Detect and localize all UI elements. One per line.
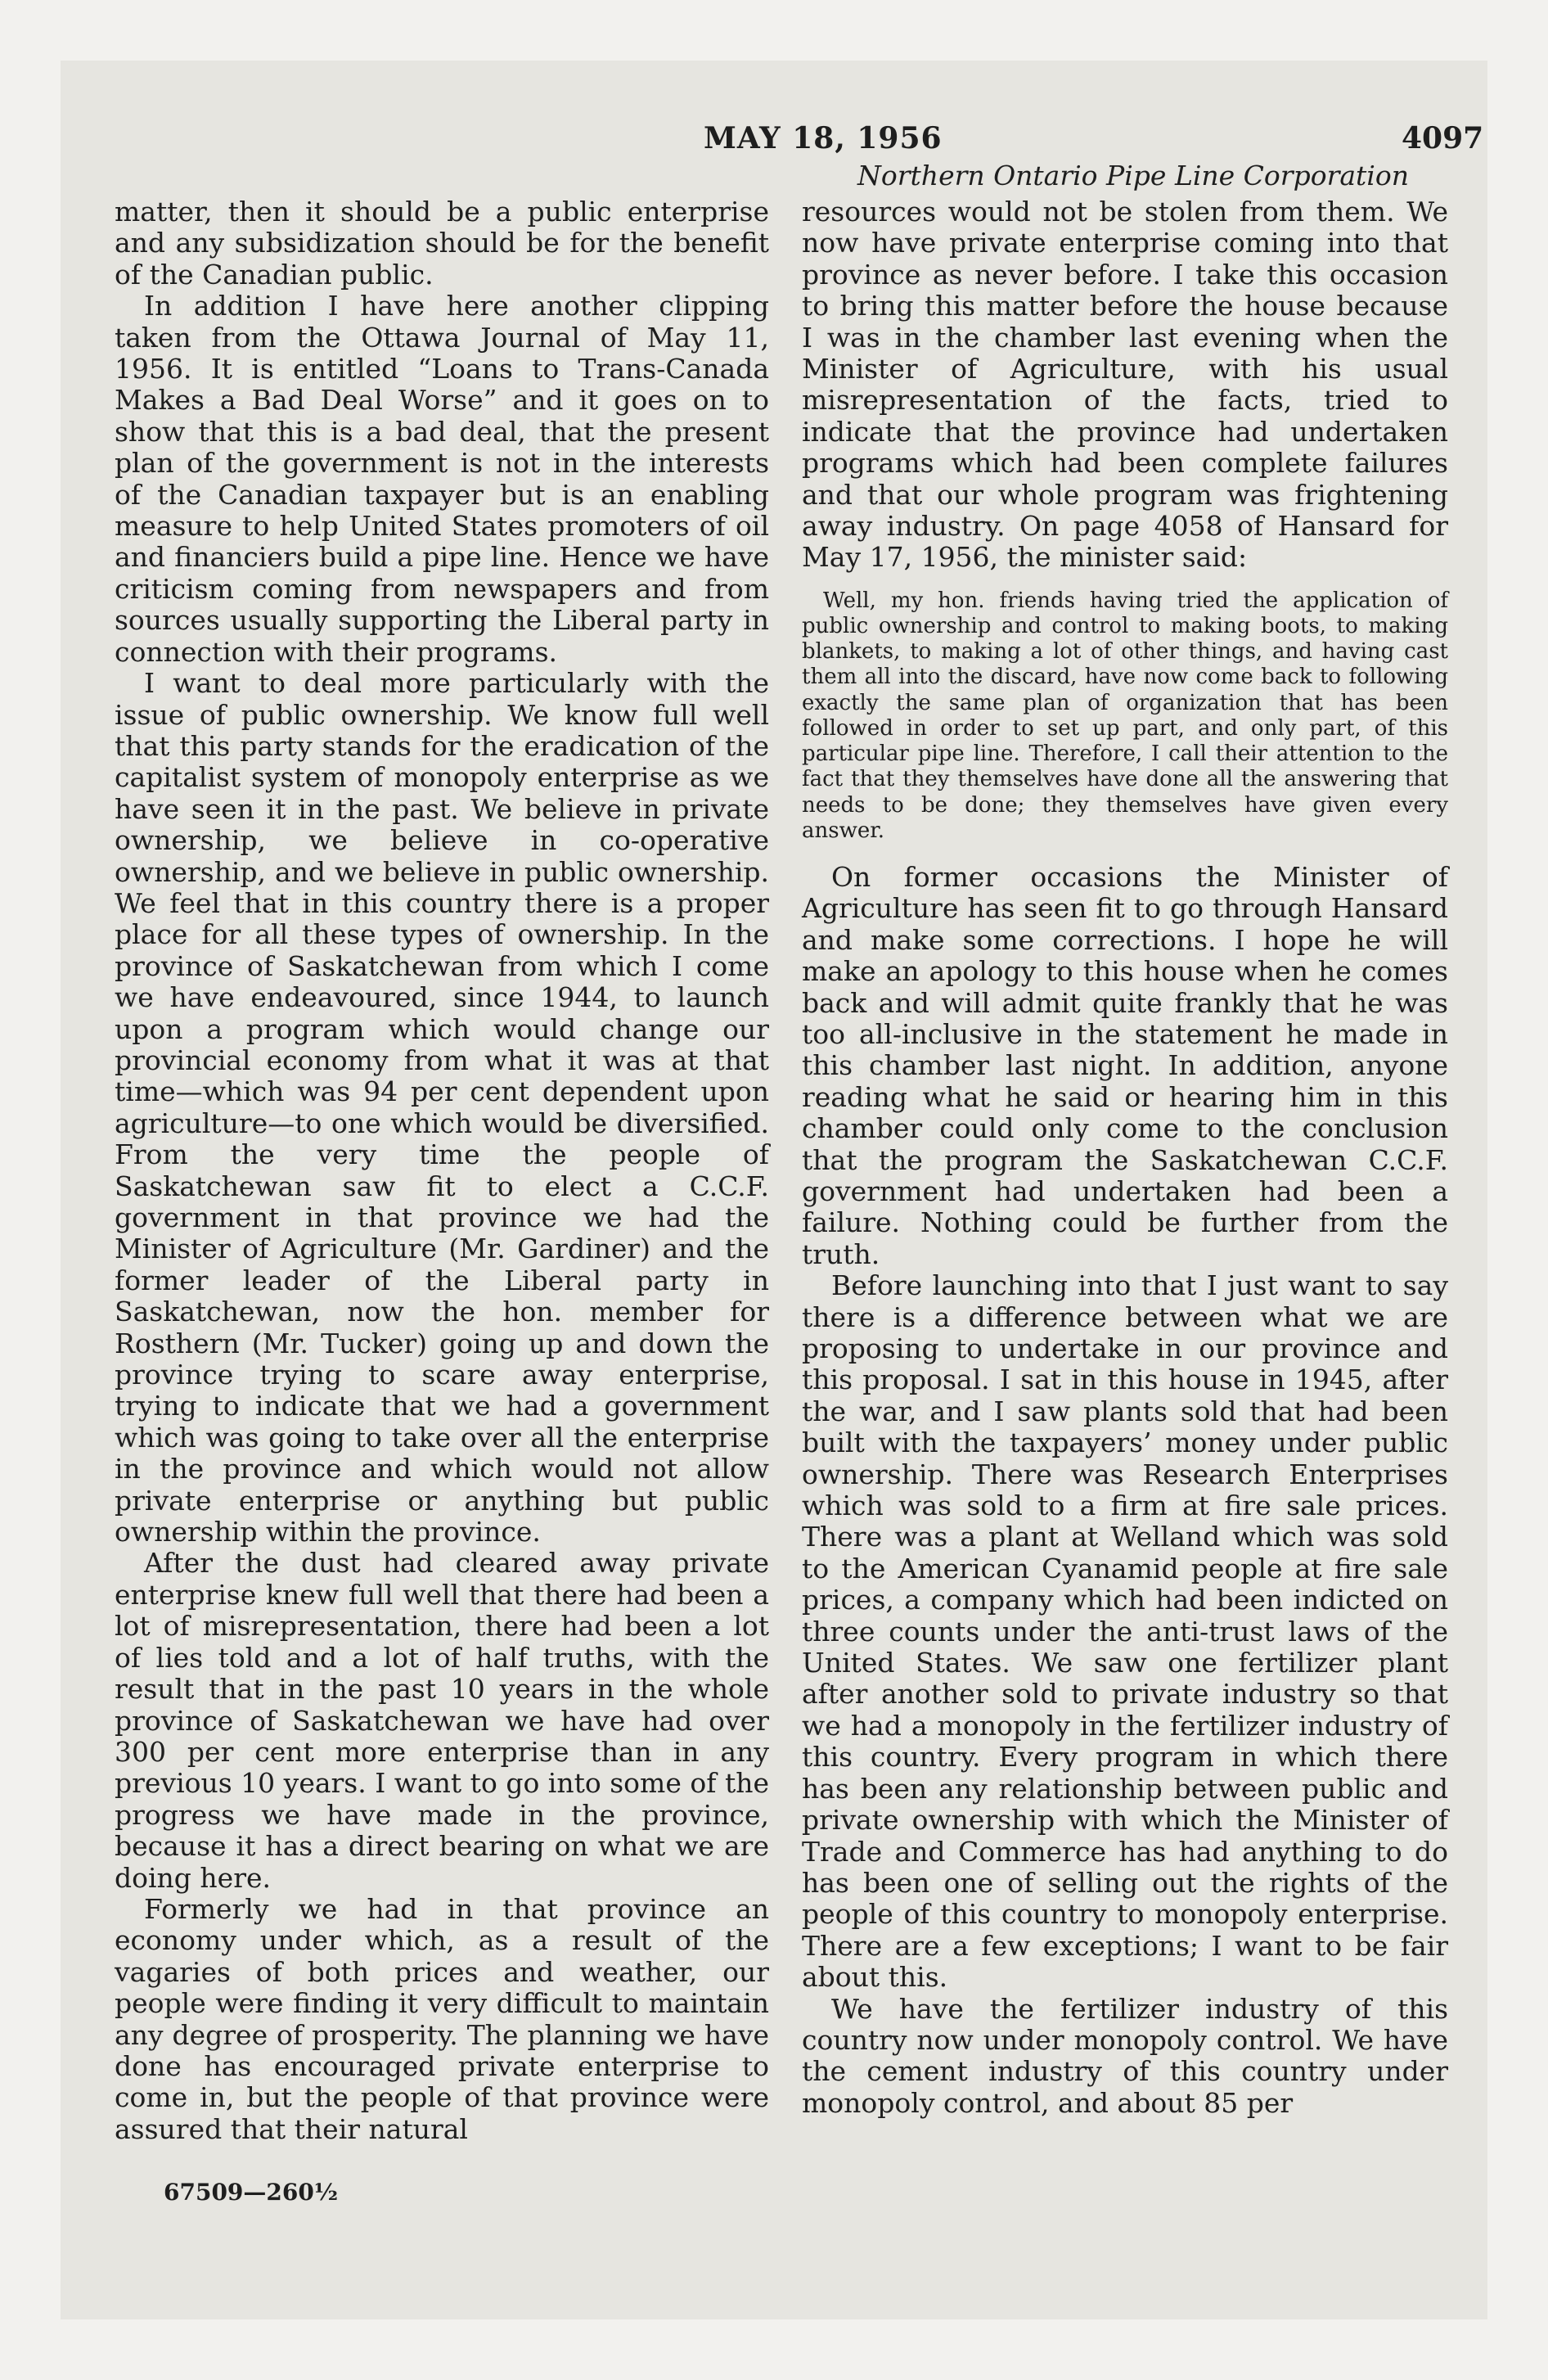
right-column [802, 196, 1448, 2119]
footer-code: 67509—260½ [164, 2179, 339, 2206]
paragraph: Formerly we had in that province an economy under which, as a result of the vagaries of both prices and weather, our people were finding it very difficult to maintain any degree of prosperity. The planning we have done has encouraged private enterprise to come in, but the people of that province were assured that their natural [115, 1892, 769, 2145]
header-subject: Northern Ontario Pipe Line Corporation [857, 160, 1409, 192]
paragraph: resources would not be stolen from them. We now have private enterprise coming into that province as never before. I take this occasion to bring this matter before the house because I was in the chamber last evening when the Minister of Agriculture, with his usual misrepresentation of the facts, tried to indicate that the province had undertaken programs which had been complete failures and that our whole program was frightening away industry. On page 4058 of Hansard for May 17, 1956, the minister said: [802, 196, 1448, 574]
paragraph: In addition I have here another clipping taken from the Ottawa Journal of May 11, 1956. It is entitled “Loans to Trans-Canada Makes a Bad Deal Worse” and it goes on to show that this is a bad deal, that the present plan of the government is not in the interests of the Canadian taxpayer but is an enabling measure to help United States promoters of oil and financiers build a pipe line. Hence we have criticism coming from newspapers and from sources usually supporting the Liberal party in connection with their programs. [115, 290, 769, 668]
header-date: MAY 18, 1956 [704, 121, 943, 156]
paragraph: I want to deal more particularly with the issue of public ownership. We know full well that this party stands for the eradication of the capitalist system of monopoly enterprise as we have seen it in the past. We believe in private ownership, we believe in co-operative ownership, and we believe in public ownership. We feel that in this country there is a proper place for all these types of ownership. In the province of Saskatchewan from which I come we have endeavoured, since 1944, to launch upon a program which would change our provincial economy from what it was at that time—which was 94 per cent dependent upon agriculture—to one which would be diversified. From the very time the people of Saskatchewan saw fit to elect a C.C.F. government in that province we had the Minister of Agriculture (Mr. Gardiner) and the former leader of the Liberal party in Saskatchewan, now the hon. member for Rosthern (Mr. Tucker) going up and down the province trying to scare away enterprise, trying to indicate that we had a government which was going to take over all the enterprise in the province and which would not allow private enterprise or anything but public ownership within the province. [115, 667, 769, 1548]
paragraph: On former occasions the Minister of Agriculture has seen fit to go through Hansard and make some corrections. I hope he will make an apology to this house when he comes back and will admit quite frankly that he was too all-inclusive in the statement he made in this chamber last night. In addition, anyone reading what he said or hearing him in this chamber could only come to the conclusion that the program the Saskatchewan C.C.F. government had undertaken had been a failure. Nothing could be further from the truth. [802, 860, 1448, 1270]
paragraph: We have the fertilizer industry of this country now under monopoly control. We have the cement industry of this country under monopoly control, and about 85 per [802, 1992, 1448, 2119]
paragraph: After the dust had cleared away private enterprise knew full well that there had been a lot of misrepresentation, there had been a lot of lies told and a lot of half truths, with the result that in the past 10 years in the whole province of Saskatchewan we have had over 300 per cent more enterprise than in any previous 10 years. I want to go into some of the progress we have made in the province, because it has a direct bearing on what we are doing here. [115, 1547, 769, 1894]
quotation-text: Well, my hon. friends having tried the application of public ownership and control to making boots, to making blankets, to making a lot of other things, and having cast them all into the discard, have now come back to following exactly the same plan of organization that has been followed in order to set up part, and only part, of this particular pipe line. Therefore, I call their attention to the fact that they themselves have done all the answering that needs to be done; they themselves have given every answer. [802, 588, 1448, 843]
left-column [115, 196, 769, 2145]
paragraph: Before launching into that I just want to say there is a difference between what we are proposing to undertake in our province and this proposal. I sat in this house in 1945, after the war, and I saw plants sold that had been built with the taxpayers’ money under public ownership. There was Research Enterprises which was sold to a firm at fire sale prices. There was a plant at Welland which was sold to the American Cyanamid people at fire sale prices, a company which had been indicted on three counts under the anti-trust laws of the United States. We saw one fertilizer plant after another sold to private industry so that we had a monopoly in the fertilizer industry of this country. Every program in which there has been any relationship between public and private ownership with which the Minister of Trade and Commerce has had anything to do has been one of selling out the rights of the people of this country to monopoly enterprise. There are a few exceptions; I want to be fair about this. [802, 1269, 1448, 1994]
page-number: 4097 [1402, 121, 1484, 156]
quotation-block [802, 588, 1448, 844]
paragraph: matter, then it should be a public enterprise and any subsidization should be for the benefit of the Canadian public. [115, 196, 769, 291]
